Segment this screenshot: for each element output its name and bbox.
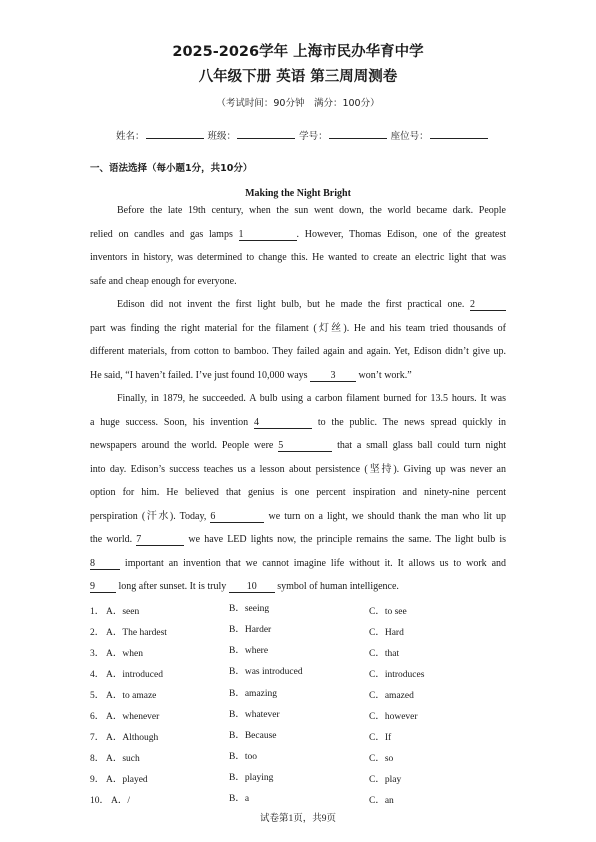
question-number: 3． (90, 649, 105, 659)
blank-7: 7 (136, 534, 184, 546)
passage-line: 9 long after sunset. It is truly 10 symbol of human intelligence. (90, 581, 399, 592)
option-c[interactable]: C．however (369, 712, 418, 722)
option-c[interactable]: C．an (369, 796, 394, 806)
question-number: 1． (90, 607, 105, 617)
option-a[interactable]: A．whenever (106, 712, 160, 722)
question-number: 9． (90, 775, 105, 785)
question-number: 2． (90, 628, 105, 638)
option-a[interactable]: A．The hardest (106, 628, 167, 638)
passage-title: Making the Night Bright (245, 188, 351, 199)
option-b[interactable]: B．Because (229, 731, 277, 741)
blank-9: 9 (90, 581, 116, 593)
option-b[interactable]: B．whatever (229, 710, 280, 720)
passage-line: perspiration (汗水). Today, 6 we turn on a light, we should thank the man who lit up (90, 511, 506, 522)
option-a[interactable]: A．seen (106, 607, 140, 617)
blank-4: 4 (254, 417, 312, 429)
exam-title-school: 2025-2026学年 上海市民办华育中学 (172, 44, 424, 60)
student-number-blank (329, 128, 387, 139)
passage-line: Finally, in 1879, he succeeded. A bulb using a carbon filament burned for 13.5 hours. It was (117, 393, 506, 404)
option-a[interactable]: A．introduced (106, 670, 163, 680)
passage-line: part was finding the right material for the filament (灯丝). He and his team tried thousands of (90, 323, 506, 334)
blank-3: 3 (310, 370, 356, 382)
option-a[interactable]: A．/ (111, 796, 131, 806)
question-number: 6． (90, 712, 105, 722)
name-label: 姓名： (116, 131, 145, 142)
option-b[interactable]: B．playing (229, 773, 274, 783)
option-b[interactable]: B．was introduced (229, 667, 303, 677)
option-a[interactable]: A．such (106, 754, 140, 764)
passage-line: He said, “I haven’t failed. I’ve just found 10,000 ways 3 won’t work.” (90, 370, 412, 381)
option-c[interactable]: C．so (369, 754, 394, 764)
option-a[interactable]: A．to amaze (106, 691, 157, 701)
page-footer: 试卷第1页，共9页 (259, 814, 336, 824)
option-b[interactable]: B．seeing (229, 604, 270, 614)
student-number-label: 学号： (299, 131, 328, 142)
blank-2: 2 (470, 299, 506, 311)
blank-8: 8 (90, 558, 120, 570)
passage-line: option for him. He believed that genius is one percent inspiration and ninety-nine percent (90, 487, 506, 498)
class-blank (237, 128, 295, 139)
student-info-row (116, 128, 489, 142)
option-b[interactable]: B．amazing (229, 689, 278, 699)
blank-1: 1 (239, 229, 297, 241)
question-number: 4． (90, 670, 105, 680)
question-number: 5． (90, 691, 105, 701)
option-a[interactable]: A．played (106, 775, 148, 785)
class-label: 班级： (207, 131, 237, 142)
blank-6: 6 (210, 511, 264, 523)
passage-line: different materials, from cotton to bamboo. They failed again and again. Yet, Edison didn’t give up. (90, 346, 506, 357)
option-b[interactable]: B．Harder (229, 625, 272, 635)
question-number: 7． (90, 733, 105, 743)
blank-10: 10 (229, 581, 275, 593)
passage-line: Edison did not invent the first light bulb, but he made the first practical one. 2 (117, 298, 506, 311)
passage-line: a huge success. Soon, his invention 4 to the public. The news spread quickly in (90, 417, 507, 428)
question-number: 8． (90, 754, 105, 764)
option-c[interactable]: C．Hard (369, 628, 404, 638)
passage-line: relied on candles and gas lamps 1 . However, Thomas Edison, one of the greatest (90, 229, 506, 240)
exam-info: （考试时间：90分钟 满分：100分） (216, 98, 380, 109)
question-number: 10． (90, 796, 110, 806)
option-a[interactable]: A．Although (106, 733, 159, 743)
name-blank (146, 128, 204, 139)
exam-title-subject: 八年级下册 英语 第三周周测卷 (198, 69, 398, 85)
option-c[interactable]: C．If (369, 733, 392, 743)
option-c[interactable]: C．play (369, 775, 402, 785)
option-c[interactable]: C．that (369, 649, 400, 659)
passage-line: safe and cheap enough for everyone. (90, 276, 237, 287)
option-b[interactable]: B．where (229, 646, 269, 656)
option-b[interactable]: B．too (229, 752, 257, 762)
passage-line: 8 important an invention that we cannot imagine life without it. It allows us to work and (90, 558, 507, 569)
option-c[interactable]: C．amazed (369, 691, 414, 701)
section-title: 一、语法选择（每小题1分，共10分） (90, 163, 253, 174)
blank-5: 5 (278, 440, 332, 452)
option-a[interactable]: A．when (106, 649, 143, 659)
option-b[interactable]: B．a (229, 794, 250, 804)
passage-line: into day. Edison’s success teaches us a lesson about persistence (坚持). Giving up was never an (90, 464, 506, 475)
seat-number-label: 座位号： (390, 131, 429, 142)
passage-line: inventors in history, was determined to change this. He wanted to create an electric light that was (90, 252, 506, 263)
passage-line: Before the late 19th century, when the sun went down, the world became dark. People (117, 205, 506, 216)
option-c[interactable]: C．to see (369, 607, 407, 617)
option-c[interactable]: C．introduces (369, 670, 425, 680)
passage-line: newspapers around the world. People were 5 that a small glass ball could turn night (90, 440, 506, 451)
passage-line: the world. 7 we have LED lights now, the principle remains the same. The light bulb is (90, 534, 507, 545)
seat-number-blank (430, 128, 488, 139)
